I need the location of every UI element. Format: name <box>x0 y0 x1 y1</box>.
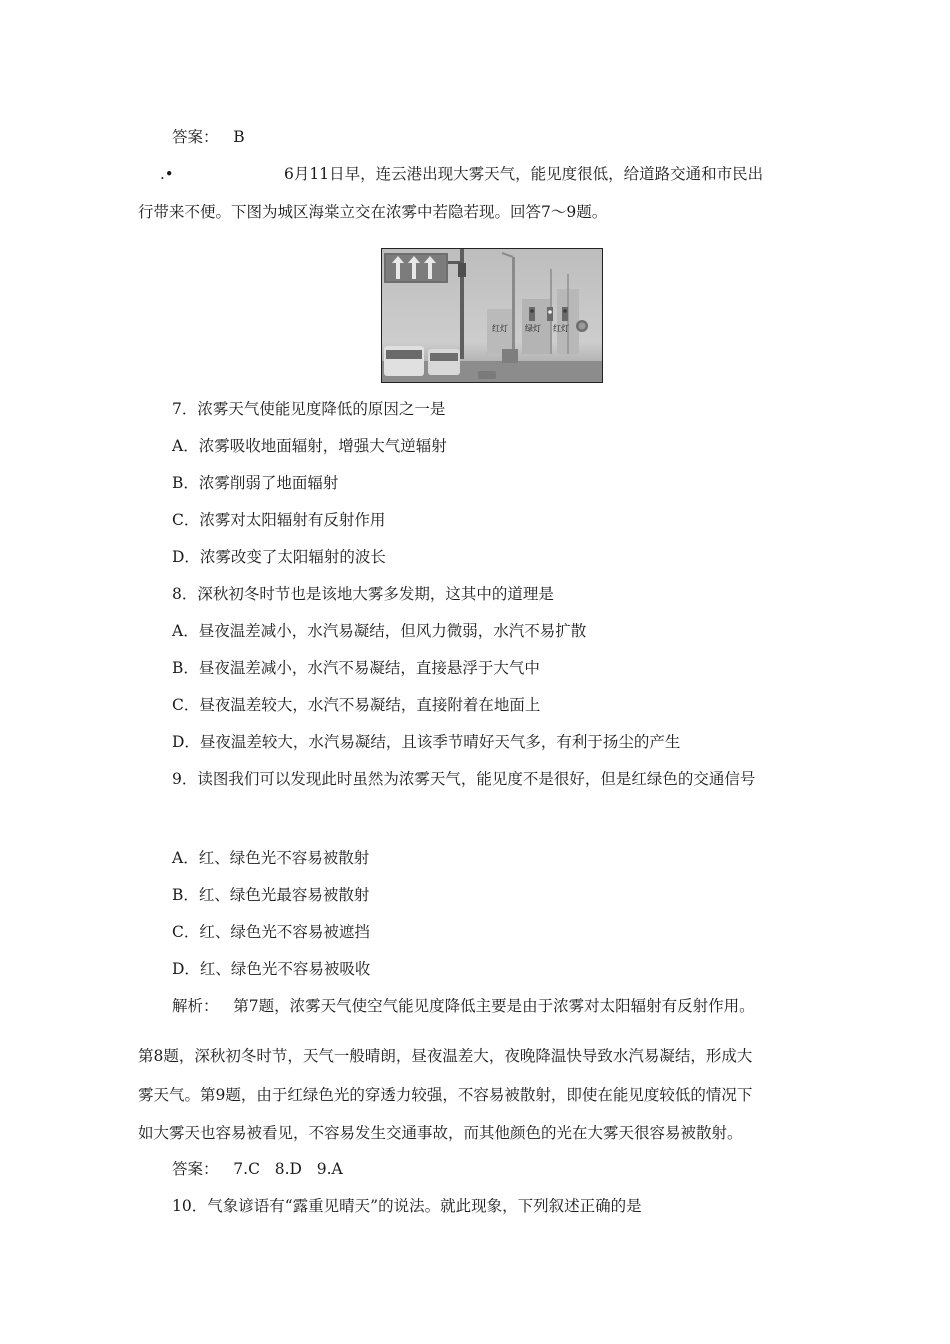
fog-intersection-photo <box>381 248 603 383</box>
question-9-option-d: D．红、绿色光不容易被吸收 <box>172 960 371 978</box>
question-9-stem: 9．读图我们可以发现此时虽然为浓雾天气，能见度不是很好，但是红绿色的交通信号 <box>172 770 756 788</box>
previous-answer: 答案： B <box>172 128 245 146</box>
question-7-option-a: A．浓雾吸收地面辐射，增强大气逆辐射 <box>172 437 447 455</box>
photo-label-red-2: 红灯 <box>553 324 569 333</box>
photo-label-green: 绿灯 <box>525 324 541 333</box>
question-7-option-d: D．浓雾改变了太阳辐射的波长 <box>172 548 386 566</box>
analysis-line-1: 解析： 第7题，浓雾天气使空气能见度降低主要是由于浓雾对太阳辐射有反射作用。 <box>172 997 755 1015</box>
question-9-option-b: B．红、绿色光最容易被散射 <box>172 886 370 904</box>
question-9-option-c: C．红、绿色光不容易被遮挡 <box>172 923 370 941</box>
intro-line-1: 6月11日早，连云港出现大雾天气，能见度很低，给道路交通和市民出 <box>284 165 764 183</box>
question-7-option-b: B．浓雾削弱了地面辐射 <box>172 474 339 492</box>
bullet-mark: .• <box>160 165 174 183</box>
analysis-line-4: 如大雾天也容易被看见，不容易发生交通事故，而其他颜色的光在大雾天很容易被散射。 <box>138 1124 743 1142</box>
question-8-option-b: B．昼夜温差减小，水汽不易凝结，直接悬浮于大气中 <box>172 659 540 677</box>
question-10-stem: 10．气象谚语有“露重见晴天”的说法。就此现象，下列叙述正确的是 <box>172 1197 642 1215</box>
question-8-option-c: C．昼夜温差较大，水汽不易凝结，直接附着在地面上 <box>172 696 541 714</box>
question-7-option-c: C．浓雾对太阳辐射有反射作用 <box>172 511 386 529</box>
answer-line: 答案： 7.C 8.D 9.A <box>172 1160 343 1178</box>
analysis-line-3: 雾天气。第9题，由于红绿色光的穿透力较强，不容易被散射，即使在能见度较低的情况下 <box>138 1086 753 1104</box>
intro-line-2: 行带来不便。下图为城区海棠立交在浓雾中若隐若现。回答7～9题。 <box>138 203 608 221</box>
question-9-option-a: A．红、绿色光不容易被散射 <box>172 849 370 867</box>
question-8-stem: 8．深秋初冬时节也是该地大雾多发期，这其中的道理是 <box>172 585 554 603</box>
question-8-option-d: D．昼夜温差较大，水汽易凝结，且该季节晴好天气多，有利于扬尘的产生 <box>172 733 681 751</box>
question-7-stem: 7．浓雾天气使能见度降低的原因之一是 <box>172 400 446 418</box>
question-8-option-a: A．昼夜温差减小，水汽易凝结，但风力微弱，水汽不易扩散 <box>172 622 587 640</box>
photo-label-red-1: 红灯 <box>492 324 508 333</box>
analysis-line-2: 第8题，深秋初冬时节，天气一般晴朗，昼夜温差大，夜晚降温快导致水汽易凝结，形成大 <box>138 1047 753 1065</box>
